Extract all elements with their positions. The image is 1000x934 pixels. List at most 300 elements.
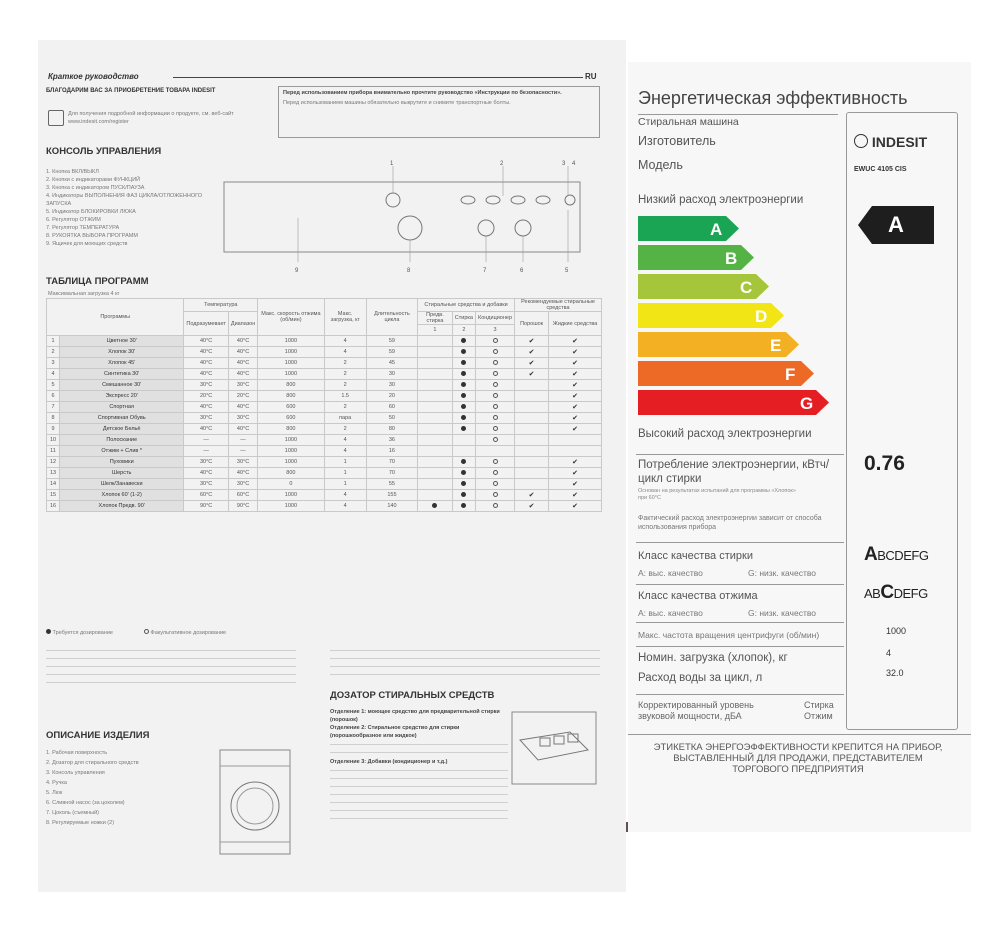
program-temp: —: [184, 435, 228, 446]
program-spin: 800: [258, 424, 324, 435]
program-row: [47, 446, 602, 457]
program-row: [47, 336, 602, 347]
program-detergent-mark: [476, 413, 515, 424]
efficiency-class-bar: [638, 274, 770, 299]
program-detergent-mark: [418, 424, 453, 435]
program-number: 2: [47, 347, 60, 358]
program-temp-range: 40°С: [228, 347, 257, 358]
program-duration: 80: [366, 424, 417, 435]
program-detergent-mark: [452, 479, 475, 490]
description-list: [46, 748, 206, 828]
language-code: RU: [585, 72, 597, 81]
program-spin: 1000: [258, 457, 324, 468]
safety-warning-box: [278, 86, 600, 138]
program-duration: 60: [366, 402, 417, 413]
console-item: 2. Кнопки с индикаторами ФУНКЦИЙ: [46, 177, 141, 183]
efficiency-class-letter: C: [740, 278, 753, 297]
program-name: Отжим + Слив *: [60, 446, 184, 457]
program-detergent-mark: [418, 446, 453, 457]
program-detergent-mark: [476, 424, 515, 435]
program-name: Пуховики: [60, 457, 184, 468]
program-row: [47, 490, 602, 501]
program-row: [47, 435, 602, 446]
program-detergent-mark: ✔: [549, 479, 602, 490]
program-load: 2: [324, 380, 366, 391]
console-item: 1. Кнопка ВКЛ/ВЫКЛ: [46, 169, 99, 175]
load-label: Номин. загрузка (хлопок), кг: [638, 652, 788, 664]
program-detergent-mark: [476, 468, 515, 479]
program-number: 11: [47, 446, 60, 457]
efficiency-class-letter: G: [800, 394, 814, 413]
program-detergent-mark: [418, 501, 453, 512]
description-item: 3. Консоль управления: [46, 770, 105, 776]
program-load: 4: [324, 446, 366, 457]
callout-5: 5: [565, 268, 569, 274]
efficiency-class-bar: [638, 332, 800, 357]
description-item: 8. Регулируемые ножки (2): [46, 820, 115, 826]
col-3: 3: [476, 325, 515, 336]
program-load: 4: [324, 347, 366, 358]
program-name: Шерсть: [60, 468, 184, 479]
program-name: Цветное 30': [60, 336, 184, 347]
program-detergent-mark: [476, 358, 515, 369]
program-temp-range: 40°С: [228, 369, 257, 380]
program-detergent-mark: ✔: [549, 501, 602, 512]
col-softener: Кондиционер: [476, 312, 515, 325]
program-detergent-mark: [515, 413, 549, 424]
program-name: Хлопок 30': [60, 347, 184, 358]
spin-scale-high: А: выс. качество: [638, 608, 703, 618]
program-detergent-mark: [452, 336, 475, 347]
program-temp-range: 40°С: [228, 424, 257, 435]
dispenser-line: Отделение 3: Добавки (кондиционер и т.д.): [330, 759, 448, 765]
wash-class-value: ABCDEFG: [864, 544, 929, 565]
program-detergent-mark: [418, 457, 453, 468]
energy-title: Энергетическая эффективность: [638, 88, 908, 108]
guide-title: Краткое руководство: [48, 72, 139, 81]
program-detergent-mark: [549, 446, 602, 457]
program-duration: 30: [366, 380, 417, 391]
console-list: [46, 168, 216, 248]
model-label: Модель: [638, 158, 683, 172]
program-detergent-mark: [515, 457, 549, 468]
program-detergent-mark: [418, 380, 453, 391]
program-row: [47, 468, 602, 479]
callout-8: 8: [407, 268, 411, 274]
program-row: [47, 358, 602, 369]
program-number: 9: [47, 424, 60, 435]
dispenser-line: Отделение 1: моющее средство для предварительной стирки (порошок): [330, 709, 500, 723]
col-2: 2: [452, 325, 475, 336]
consumption-note: Основан на результатах испытаний для программы «Хлопок» при 60°С: [638, 488, 796, 501]
program-temp: 90°С: [184, 501, 228, 512]
program-number: 14: [47, 479, 60, 490]
console-item: 7. Регулятор ТЕМПЕРАТУРА: [46, 225, 120, 231]
program-detergent-mark: ✔: [549, 468, 602, 479]
program-duration: 16: [366, 446, 417, 457]
col-range: Диапазон: [228, 312, 257, 336]
program-name: Смешанное 30': [60, 380, 184, 391]
col-programs: Программы: [47, 299, 184, 336]
program-name: Хлопок Предв. 90': [60, 501, 184, 512]
program-name: Экспресс 20': [60, 391, 184, 402]
program-row: [47, 391, 602, 402]
quick-guide-page: [38, 40, 626, 892]
program-detergent-mark: [452, 402, 475, 413]
program-temp-range: —: [228, 435, 257, 446]
program-detergent-mark: ✔: [515, 358, 549, 369]
program-temp-range: 30°С: [228, 413, 257, 424]
program-detergent-mark: [418, 479, 453, 490]
program-number: 15: [47, 490, 60, 501]
efficiency-class-letter: E: [770, 336, 782, 355]
program-load: 2: [324, 424, 366, 435]
load-value: 4: [886, 648, 892, 658]
program-detergent-mark: [476, 479, 515, 490]
efficiency-class-bar: [638, 390, 830, 415]
program-detergent-mark: [476, 391, 515, 402]
efficiency-class-letter: D: [755, 307, 768, 326]
legend-optional-text: Факультативное дозирование: [150, 630, 227, 636]
program-spin: 1000: [258, 435, 324, 446]
program-detergent-mark: [452, 457, 475, 468]
program-temp: 30°С: [184, 457, 228, 468]
program-temp: 40°С: [184, 358, 228, 369]
program-temp: 40°С: [184, 369, 228, 380]
actual-consumption-note: Фактический расход электроэнергии зависит от способа использования прибора: [638, 515, 822, 531]
program-temp: 40°С: [184, 468, 228, 479]
program-temp: 40°С: [184, 402, 228, 413]
efficiency-class-bar: [638, 216, 740, 241]
col-1: 1: [418, 325, 453, 336]
description-item: 2. Дозатор для стирального средств: [46, 760, 139, 766]
water-value: 32.0: [886, 668, 904, 678]
callout-1: 1: [390, 161, 394, 167]
efficiency-class-bar: [638, 245, 755, 270]
brand-logo: [854, 134, 927, 150]
callout-2: 2: [500, 161, 504, 167]
program-detergent-mark: [452, 358, 475, 369]
program-detergent-mark: [452, 435, 475, 446]
program-detergent-mark: ✔: [515, 336, 549, 347]
description-item: 7. Цоколь (съемный): [46, 810, 100, 816]
col-recommended: Рекомендуемые стиральные средства: [515, 299, 602, 312]
program-spin: 1000: [258, 358, 324, 369]
program-spin: 1000: [258, 501, 324, 512]
program-detergent-mark: [476, 347, 515, 358]
program-name: Синтетика 30': [60, 369, 184, 380]
appliance-type: Стиральная машина: [638, 116, 739, 128]
col-max-spin: Макс. скорость отжима (об/мин): [258, 299, 324, 336]
program-load: 2: [324, 358, 366, 369]
console-item: 9. Ящичек для моющих средств: [46, 241, 128, 247]
program-temp-range: —: [228, 446, 257, 457]
programs-intro: Максимальная загрузка 4 кг: [48, 291, 120, 297]
brand-name: INDESIT: [871, 134, 928, 150]
program-temp-range: 30°С: [228, 380, 257, 391]
program-name: Хлопок 45': [60, 358, 184, 369]
console-item: 3. Кнопка с индикатором ПУСК/ПАУЗА: [46, 185, 145, 191]
program-row: [47, 347, 602, 358]
program-spin: 1000: [258, 336, 324, 347]
program-temp: 30°С: [184, 413, 228, 424]
col-duration: Длительность цикла: [366, 299, 417, 336]
console-item: 5. Индикатор БЛОКИРОВКИ ЛЮКА: [46, 209, 136, 215]
program-detergent-mark: ✔: [515, 347, 549, 358]
description-item: 1. Рабочая поверхность: [46, 750, 108, 756]
water-label: Расход воды за цикл, л: [638, 672, 763, 684]
consumption-label: Потребление электроэнергии, кВтч/цикл стирки: [638, 459, 830, 485]
program-detergent-mark: [418, 468, 453, 479]
description-item: 6. Сливной насос (за цоколем): [46, 800, 125, 806]
program-temp-range: 40°С: [228, 358, 257, 369]
program-load: 1: [324, 468, 366, 479]
rating-arrow: [858, 206, 934, 249]
program-detergent-mark: [515, 380, 549, 391]
efficiency-class-bar: [638, 303, 785, 328]
program-name: Полоскание: [60, 435, 184, 446]
legend-required: [46, 629, 113, 637]
col-max-load: Макс. загрузка, кг: [324, 299, 366, 336]
program-detergent-mark: [476, 369, 515, 380]
program-duration: 140: [366, 501, 417, 512]
description-item: 5. Люк: [46, 790, 63, 796]
program-detergent-mark: [515, 391, 549, 402]
program-detergent-mark: ✔: [549, 424, 602, 435]
program-detergent-mark: [452, 369, 475, 380]
program-row: [47, 424, 602, 435]
description-title: ОПИСАНИЕ ИЗДЕЛИЯ: [46, 730, 150, 741]
right-column-frame: [846, 112, 958, 730]
program-row: [47, 501, 602, 512]
program-detergent-mark: ✔: [549, 347, 602, 358]
program-detergent-mark: [452, 380, 475, 391]
program-detergent-mark: ✔: [549, 358, 602, 369]
program-temp-range: 40°С: [228, 468, 257, 479]
program-row: [47, 457, 602, 468]
program-detergent-mark: [476, 435, 515, 446]
high-consumption: Высокий расход электроэнергии: [638, 428, 812, 440]
program-detergent-mark: ✔: [549, 413, 602, 424]
dispenser-line: Отделение 2: Стиральное средство для стирки (порошкообразное или жидкое): [330, 725, 460, 739]
program-duration: 155: [366, 490, 417, 501]
program-load: 2: [324, 369, 366, 380]
program-number: 3: [47, 358, 60, 369]
program-detergent-mark: [418, 402, 453, 413]
header-rule: [173, 77, 583, 78]
program-row: [47, 413, 602, 424]
program-detergent-mark: ✔: [549, 457, 602, 468]
program-detergent-mark: [476, 501, 515, 512]
test-notes-text: [330, 646, 600, 682]
program-number: 1: [47, 336, 60, 347]
efficiency-class-letter: F: [785, 365, 796, 384]
warning-body: Перед использованием машины обязательно выкрутите и снимите транспортные болты.: [283, 100, 511, 106]
program-detergent-mark: ✔: [515, 369, 549, 380]
program-duration: 70: [366, 468, 417, 479]
callout-7: 7: [483, 268, 487, 274]
program-detergent-mark: ✔: [549, 402, 602, 413]
callout-3: 3: [562, 161, 566, 167]
dispenser-title: ДОЗАТОР СТИРАЛЬНЫХ СРЕДСТВ: [330, 690, 495, 701]
program-detergent-mark: ✔: [549, 336, 602, 347]
dispenser-text: [330, 708, 508, 824]
program-detergent-mark: [515, 424, 549, 435]
program-spin: 1000: [258, 369, 324, 380]
program-detergent-mark: [452, 347, 475, 358]
program-detergent-mark: [476, 446, 515, 457]
program-detergent-mark: [452, 501, 475, 512]
program-detergent-mark: [418, 358, 453, 369]
thanks-title: БЛАГОДАРИМ ВАС ЗА ПРИОБРЕТЕНИЕ ТОВАРА INDESIT: [46, 88, 216, 94]
spin-speed-label: Макс. частота вращения центрифуги (об/мин): [638, 630, 820, 640]
program-duration: 30: [366, 369, 417, 380]
rating-letter: A: [888, 212, 904, 237]
program-detergent-mark: ✔: [549, 369, 602, 380]
label-footer: ЭТИКЕТКА ЭНЕРГОЭФФЕКТИВНОСТИ КРЕПИТСЯ НА ПРИБОР, ВЫСТАВЛЕННЫЙ ДЛЯ ПРОДАЖИ, ПРЕДСТАВИТЕЛЕМ ТОРГОВОГО ПРЕДПРИЯТИЯ: [653, 742, 943, 775]
program-load: 4: [324, 501, 366, 512]
program-load: 1.5: [324, 391, 366, 402]
program-row: [47, 369, 602, 380]
program-temp: 30°С: [184, 380, 228, 391]
program-detergent-mark: [418, 347, 453, 358]
program-temp-range: 40°С: [228, 336, 257, 347]
efficiency-class-letter: A: [710, 220, 723, 239]
program-row: [47, 479, 602, 490]
col-wash: Стирка: [452, 312, 475, 325]
program-detergent-mark: [418, 435, 453, 446]
spin-scale-low: G: низк. качество: [748, 608, 817, 618]
program-detergent-mark: ✔: [515, 490, 549, 501]
program-name: Детское Бельё: [60, 424, 184, 435]
program-detergent-mark: [418, 490, 453, 501]
noise-label: Корректированный уровень звуковой мощности, дБА: [638, 700, 754, 721]
program-temp-range: 60°С: [228, 490, 257, 501]
col-detergents: Стиральные средства и добавки: [418, 299, 515, 312]
program-detergent-mark: [515, 435, 549, 446]
program-detergent-mark: ✔: [549, 380, 602, 391]
consumption-value: 0.76: [864, 452, 905, 475]
program-duration: 70: [366, 457, 417, 468]
program-load: 4: [324, 435, 366, 446]
col-liquid: Жидкие средства: [549, 312, 602, 336]
manufacturer-label: Изготовитель: [638, 134, 716, 148]
col-setting: Подразумевает: [184, 312, 228, 336]
program-temp: 30°С: [184, 479, 228, 490]
program-detergent-mark: [515, 402, 549, 413]
program-detergent-mark: [418, 391, 453, 402]
program-name: Хлопок 60' (1-2): [60, 490, 184, 501]
callout-9: 9: [295, 268, 299, 274]
low-consumption: Низкий расход электроэнергии: [638, 194, 804, 206]
program-number: 4: [47, 369, 60, 380]
program-table: [46, 298, 602, 512]
program-number: 12: [47, 457, 60, 468]
program-name: Шелк/Занавески: [60, 479, 184, 490]
program-duration: 50: [366, 413, 417, 424]
program-detergent-mark: [452, 468, 475, 479]
program-temp-range: 20°С: [228, 391, 257, 402]
callout-6: 6: [520, 268, 524, 274]
program-spin: 800: [258, 468, 324, 479]
program-spin: 1000: [258, 347, 324, 358]
program-load: пара: [324, 413, 366, 424]
program-temp: 40°С: [184, 424, 228, 435]
program-detergent-mark: ✔: [515, 501, 549, 512]
program-detergent-mark: [476, 380, 515, 391]
program-spin: 800: [258, 380, 324, 391]
program-detergent-mark: [549, 435, 602, 446]
program-duration: 20: [366, 391, 417, 402]
noise-wash: Стирка: [804, 700, 834, 710]
program-load: 2: [324, 402, 366, 413]
efficiency-class-bar: [638, 361, 815, 386]
program-temp-range: 90°С: [228, 501, 257, 512]
program-row: [47, 402, 602, 413]
program-row: [47, 380, 602, 391]
console-item: 6. Регулятор ОТЖИМ: [46, 217, 101, 223]
legend-optional: [144, 629, 226, 637]
program-detergent-mark: [515, 468, 549, 479]
program-detergent-mark: [452, 391, 475, 402]
program-load: 1: [324, 457, 366, 468]
warning-title: Перед использованием прибора внимательно прочтите руководство «Инструкции по безопасности».: [283, 90, 562, 96]
console-item: 4. Индикаторы ВЫПОЛНЕНИЯ ФАЗ ЦИКЛА/ОТЛОЖЕННОГО ЗАПУСКА: [46, 193, 203, 207]
program-detergent-mark: [476, 457, 515, 468]
col-temperature: Температура: [184, 299, 258, 312]
program-detergent-mark: [476, 402, 515, 413]
wash-scale-low: G: низк. качество: [748, 568, 817, 578]
program-spin: 800: [258, 391, 324, 402]
program-spin: 0: [258, 479, 324, 490]
program-temp: 20°С: [184, 391, 228, 402]
program-detergent-mark: [418, 413, 453, 424]
description-item: 4. Ручка: [46, 780, 67, 786]
program-spin: 600: [258, 413, 324, 424]
wash-scale-high: А: выс. качество: [638, 568, 703, 578]
program-detergent-mark: [452, 424, 475, 435]
program-number: 8: [47, 413, 60, 424]
console-item: 8. РУКОЯТКА ВЫБОРА ПРОГРАММ: [46, 233, 138, 239]
notes-text: [46, 646, 296, 690]
program-name: Спортивная Обувь: [60, 413, 184, 424]
program-detergent-mark: [452, 490, 475, 501]
program-name: Спортная: [60, 402, 184, 413]
program-temp-range: 30°С: [228, 479, 257, 490]
spin-speed-value: 1000: [886, 626, 907, 636]
wash-class-label: Класс качества стирки: [638, 550, 753, 562]
model-name: EWUC 4105 CIS: [854, 166, 907, 173]
program-detergent-mark: [452, 446, 475, 457]
program-number: 7: [47, 402, 60, 413]
energy-label-page: [628, 62, 971, 832]
program-detergent-mark: [476, 490, 515, 501]
program-detergent-mark: ✔: [549, 490, 602, 501]
program-detergent-mark: [515, 479, 549, 490]
program-spin: 1000: [258, 446, 324, 457]
console-title: КОНСОЛЬ УПРАВЛЕНИЯ: [46, 146, 162, 157]
program-duration: 36: [366, 435, 417, 446]
washer-drawing: [210, 744, 300, 864]
spin-class-label: Класс качества отжима: [638, 590, 758, 602]
col-prewash: Предв. стирка: [418, 312, 453, 325]
noise-spin: Отжим: [804, 711, 833, 721]
program-load: 4: [324, 490, 366, 501]
program-detergent-mark: [418, 336, 453, 347]
program-temp: 40°С: [184, 347, 228, 358]
program-number: 16: [47, 501, 60, 512]
program-load: 4: [324, 336, 366, 347]
